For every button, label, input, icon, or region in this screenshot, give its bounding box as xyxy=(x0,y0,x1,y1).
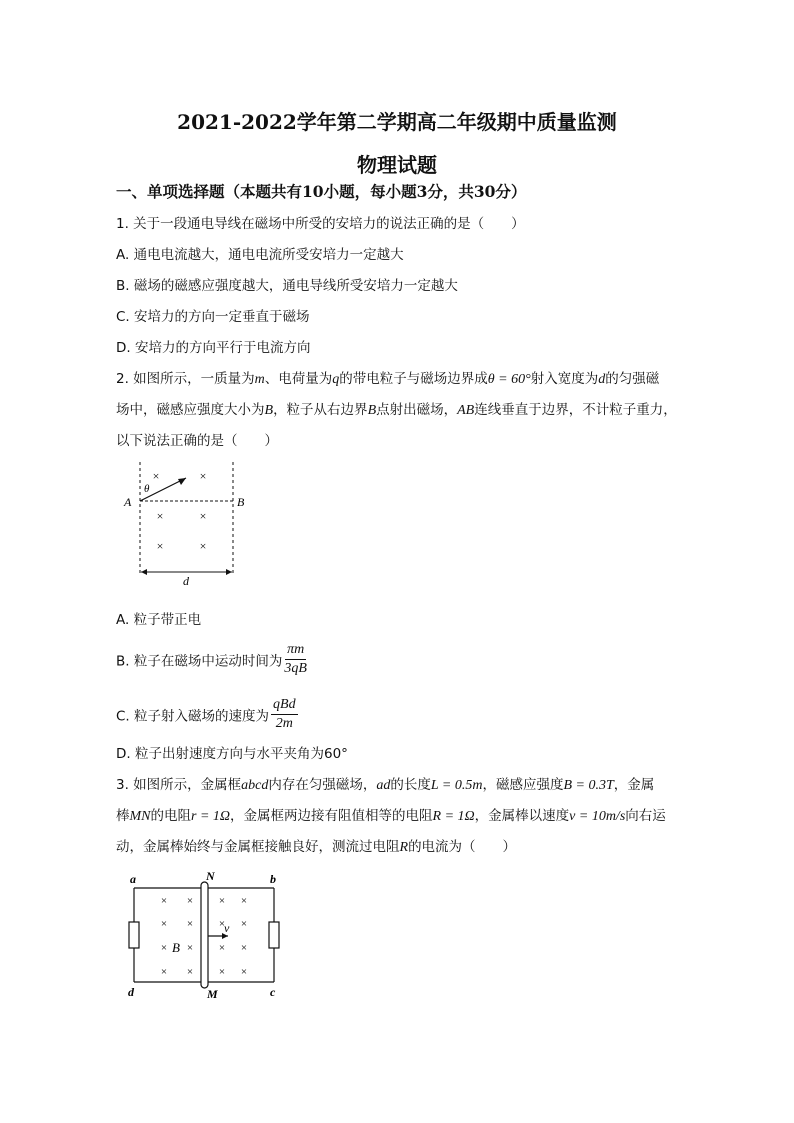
q1-option-b: B. 磁场的磁感应强度越大，通电导线所受安培力一定越大 xyxy=(116,278,458,294)
section-heading: 一、单项选择题（本题共有10小题，每小题3分，共30分） xyxy=(116,182,527,201)
q1-option-a: A. 通电电流越大，通电电流所受安培力一定越大 xyxy=(116,247,404,263)
corner-c-label: c xyxy=(270,985,276,999)
point-b-label: B xyxy=(237,495,245,509)
q2-stem-line3: 以下说法正确的是（ ） xyxy=(116,433,278,449)
right-resistor xyxy=(269,922,279,948)
cross-mark: × xyxy=(160,918,168,930)
cross-mark: × xyxy=(218,918,226,930)
cross-mark: × xyxy=(160,942,168,954)
q2-option-d: D. 粒子出射速度方向与水平夹角为60° xyxy=(116,746,348,762)
cross-mark: × xyxy=(218,895,226,907)
cross-mark: × xyxy=(240,895,248,907)
metal-rod-mn xyxy=(201,882,208,988)
dim-arrow-right xyxy=(226,569,232,575)
cross-mark: × xyxy=(152,469,160,483)
q2-option-b: B. 粒子在磁场中运动时间为 $\frac{\pi m}{3qB}$ xyxy=(116,642,307,676)
q3-stem-line1: 3. 如图所示，金属框abcd内存在匀强磁场，ad的长度L = 0.5m，磁感应强度B = 0.3T，金属 xyxy=(116,777,655,793)
cross-mark: × xyxy=(199,539,207,553)
q2-field-diagram xyxy=(116,458,256,590)
fraction: $\frac{\pi m}{3qB}$ xyxy=(284,642,307,676)
corner-a-label: a xyxy=(130,872,136,886)
page-title: 2021-2022学年第二学期高二年级期中质量监测 xyxy=(177,110,617,134)
q1-stem: 1. 关于一段通电导线在磁场中所受的安培力的说法正确的是（ ） xyxy=(116,216,525,232)
q2-stem-line2: 场中，磁感应强度大小为B，粒子从右边界B点射出磁场，AB连线垂直于边界，不计粒子重力， xyxy=(116,402,677,418)
theta-label: θ xyxy=(144,483,150,495)
velocity-label: v xyxy=(224,921,230,935)
rod-n-label: N xyxy=(206,870,215,883)
q3-stem-line2: 棒MN的电阻r = 1Ω，金属框两边接有阻值相等的电阻R = 1Ω，金属棒以速度v = 10m/s向右运 xyxy=(116,808,666,824)
q1-option-c: C. 安培力的方向一定垂直于磁场 xyxy=(116,309,310,325)
cross-mark: × xyxy=(156,539,164,553)
cross-mark: × xyxy=(218,966,226,978)
q1-option-d: D. 安培力的方向平行于电流方向 xyxy=(116,340,311,356)
fraction: $\frac{\text{qBd}}{2m}$ xyxy=(273,697,296,731)
dim-arrow-left xyxy=(141,569,147,575)
cross-mark: × xyxy=(240,918,248,930)
cross-mark: × xyxy=(240,966,248,978)
cross-mark: × xyxy=(240,942,248,954)
cross-mark: × xyxy=(186,895,194,907)
left-resistor xyxy=(129,922,139,948)
field-label: B xyxy=(172,940,180,955)
cross-mark: × xyxy=(160,895,168,907)
q3-circuit-diagram xyxy=(120,870,290,1002)
q2-option-a: A. 粒子带正电 xyxy=(116,612,202,628)
cross-mark: × xyxy=(156,509,164,523)
cross-mark: × xyxy=(186,918,194,930)
point-a-label: A xyxy=(124,495,132,509)
q3-stem-line3: 动，金属棒始终与金属框接触良好，测流过电阻R的电流为（ ） xyxy=(116,839,517,855)
cross-mark: × xyxy=(186,966,194,978)
corner-d-label: d xyxy=(128,985,134,999)
width-label: d xyxy=(183,574,189,588)
page-subtitle: 物理试题 xyxy=(357,153,437,177)
q2-option-c: C. 粒子射入磁场的速度为 $\frac{\text{qBd}}{2m}$ xyxy=(116,697,296,731)
corner-b-label: b xyxy=(270,872,276,886)
cross-mark: × xyxy=(199,509,207,523)
cross-mark: × xyxy=(199,469,207,483)
cross-mark: × xyxy=(186,942,194,954)
rod-m-label: M xyxy=(207,987,218,1001)
cross-mark: × xyxy=(218,942,226,954)
q2-stem-line1: 2. 如图所示，一质量为m、电荷量为q的带电粒子与磁场边界成θ = 60°射入宽度为d的匀强磁 xyxy=(116,371,660,387)
cross-mark: × xyxy=(160,966,168,978)
